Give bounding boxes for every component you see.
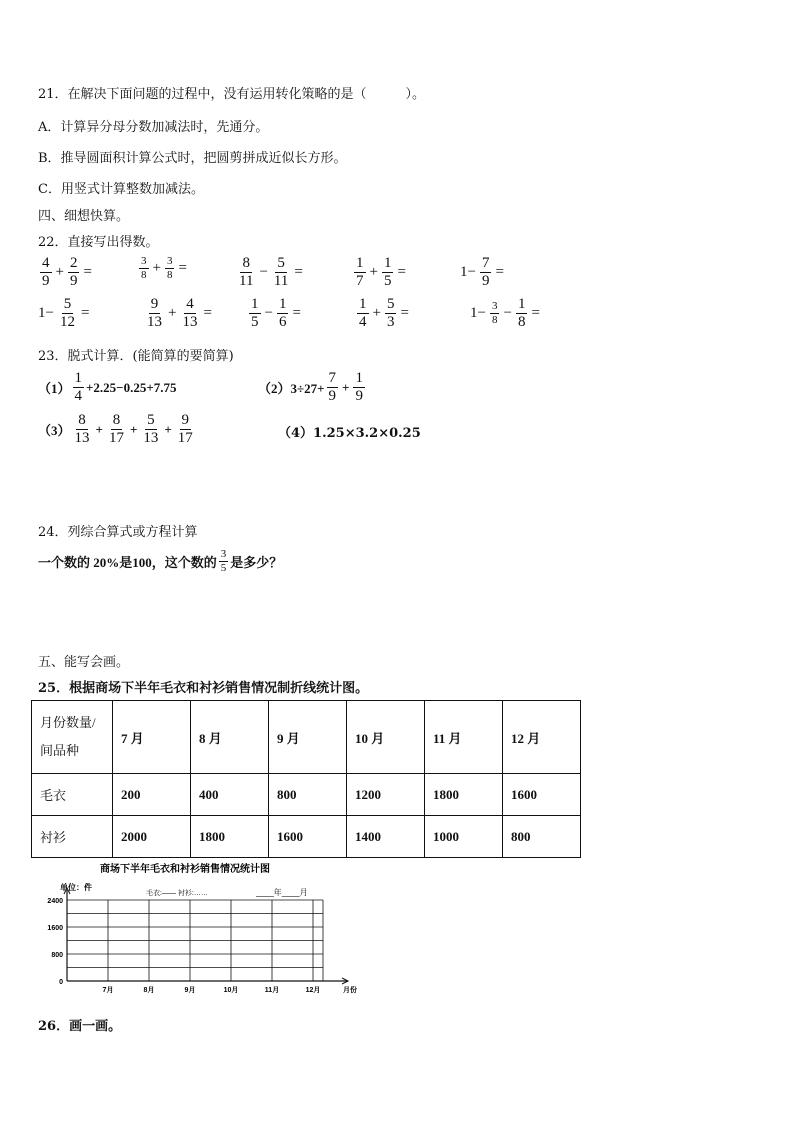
table-cell: 2000: [113, 816, 191, 858]
table-cell: 800: [503, 816, 581, 858]
q23-stem: 23．脱式计算．(能简算的要简算): [38, 349, 234, 364]
q23-part-4: （4）1.25×3.2×0.25: [278, 426, 421, 441]
section-heading-5: 五、能写会画。: [38, 655, 130, 670]
table-row: [32, 774, 581, 816]
chart-grid: [67, 900, 323, 981]
q22-expr-7: $\frac{9}{13}$ + $\frac{4}{13}$ =: [147, 296, 212, 330]
table-cell: 1200: [347, 774, 425, 816]
table-cell: 1400: [347, 816, 425, 858]
table-cell: 1000: [425, 816, 503, 858]
chart-date-label: ____年____月: [256, 888, 308, 897]
q22-expr-3: $\frac{8}{11}$ − $\frac{5}{11}$ =: [239, 255, 303, 289]
y-tick-label: 1600: [47, 925, 63, 932]
q22-expr-8: $\frac{1}{5}$ − $\frac{1}{6}$ =: [251, 296, 301, 330]
q22-expr-9: $\frac{1}{4}$ + $\frac{5}{3}$ =: [359, 296, 409, 330]
q21-option-c: C．用竖式计算整数加减法。: [38, 182, 204, 197]
q22-stem: 22．直接写出得数。: [38, 235, 159, 250]
table-row: [32, 816, 581, 858]
q23-part-1: （1） $\frac{1}{4}$ +2.25−0.25+7.75: [38, 370, 177, 404]
y-tick-label: 0: [59, 979, 63, 986]
table-header-row: [32, 701, 581, 774]
table-cell: 400: [191, 774, 269, 816]
month-header: 7 月: [113, 701, 191, 774]
x-tick-label: 7月: [102, 987, 114, 994]
month-header: 11 月: [425, 701, 503, 774]
x-tick-label: 10月: [223, 987, 239, 994]
corner-top-label: 月份数量/: [40, 715, 96, 730]
x-axis-label: 月份: [343, 987, 357, 994]
q25-stem: 25．根据商场下半年毛衣和衬衫销售情况制折线统计图。: [38, 681, 369, 696]
q21-option-b: B．推导圆面积计算公式时，把圆剪拼成近似长方形。: [38, 151, 347, 166]
table-cell: 1600: [269, 816, 347, 858]
chart-unit-label: 单位：件: [60, 883, 92, 892]
sales-table: [31, 700, 581, 858]
month-header: 8 月: [191, 701, 269, 774]
x-tick-label: 12月: [305, 987, 321, 994]
month-header: 10 月: [347, 701, 425, 774]
q21-stem: 21．在解决下面问题的过程中，没有运用转化策略的是（ ）。: [38, 87, 426, 102]
q22-expr-5: 1− $\frac{7}{9}$ =: [460, 255, 504, 289]
table-cell: 200: [113, 774, 191, 816]
q22-expr-6: 1− $\frac{5}{12}$ =: [38, 296, 90, 330]
q24-stem: 24．列综合算式或方程计算: [38, 525, 198, 540]
y-tick-label: 2400: [47, 898, 63, 905]
q24-question: 一个数的 20%是100，这个数的 $\frac{3}{5}$ 是多少？: [38, 548, 283, 574]
y-tick-label: 800: [51, 952, 63, 959]
table-cell: 1800: [425, 774, 503, 816]
chart-title: 商场下半年毛衣和衬衫销售情况统计图: [100, 864, 270, 875]
chart-legend: 毛衣:—— 衬衫:……: [146, 890, 208, 897]
q26-stem: 26．画一画。: [38, 1019, 122, 1034]
corner-bottom-label: 间品种: [40, 743, 80, 758]
month-header: 9 月: [269, 701, 347, 774]
q22-expr-10: 1− $\frac{3}{8}$ − $\frac{1}{8}$ =: [470, 296, 540, 330]
q22-expr-4: $\frac{1}{7}$ + $\frac{1}{5}$ =: [356, 255, 406, 289]
q22-expr-1: $\frac{4}{9}$ + $\frac{2}{9}$ =: [42, 255, 92, 289]
q21-option-a: A．计算异分母分数加减法时，先通分。: [38, 120, 269, 135]
q23-part-2: （2）3÷27+ $\frac{7}{9}$ + $\frac{1}{9}$: [258, 370, 363, 404]
q22-expr-2: $\frac{3}{8}$ + $\frac{3}{8}$ =: [141, 255, 187, 281]
x-tick-label: 9月: [184, 987, 196, 994]
table-cell: 1800: [191, 816, 269, 858]
row-label: 衬衫: [32, 816, 113, 858]
q23-part-3: （3） $\frac{8}{13}$ + $\frac{8}{17}$ + $\frac{5}{13}$ + $\frac{9}{17}$: [38, 412, 193, 446]
x-tick-label: 8月: [143, 987, 155, 994]
x-tick-label: 11月: [264, 987, 280, 994]
section-heading-4: 四、细想快算。: [38, 209, 130, 224]
table-corner-cell: [32, 701, 113, 774]
table-cell: 1600: [503, 774, 581, 816]
table-cell: 800: [269, 774, 347, 816]
row-label: 毛衣: [32, 774, 113, 816]
blank-line-chart: [40, 860, 360, 1000]
chart-axes: [47, 888, 357, 994]
month-header: 12 月: [503, 701, 581, 774]
